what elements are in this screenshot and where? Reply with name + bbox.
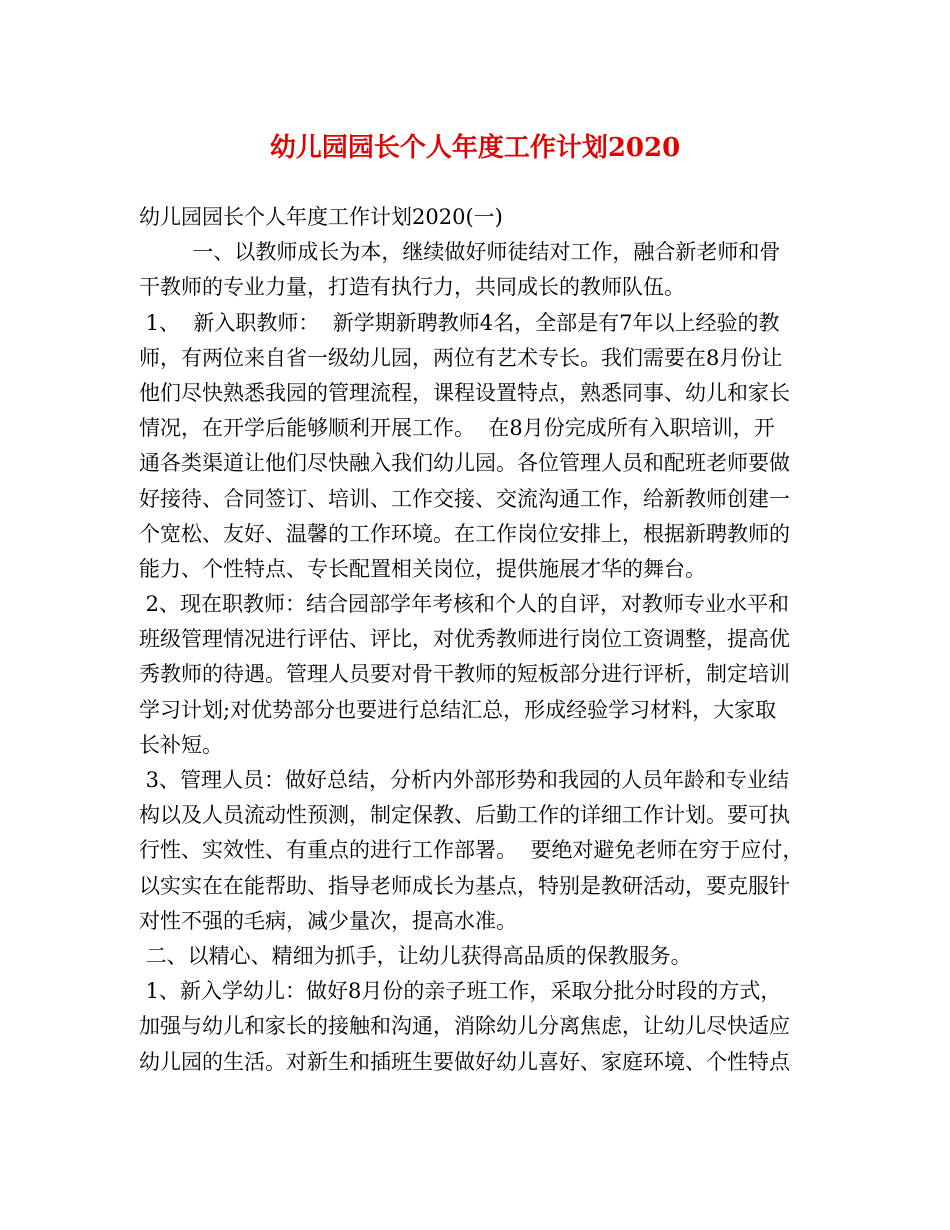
paragraph-line: 能力、个性特点、专长配置相关岗位，提供施展才华的舞台。 xyxy=(139,556,706,581)
paragraph-line: 1、新入学幼儿：做好8月份的亲子班工作，采取分批分时段的方式， xyxy=(139,979,782,1004)
paragraph-line: 构以及人员流动性预测，制定保教、后勤工作的详细工作计划。要可执 xyxy=(139,803,790,828)
paragraph-line: 学习计划;对优势部分也要进行总结汇总，形成经验学习材料，大家取 xyxy=(139,697,777,722)
paragraph-line: 师，有两位来自省一级幼儿园，两位有艺术专长。我们需要在8月份让 xyxy=(139,345,783,370)
document-title: 幼儿园园长个人年度工作计划2020 xyxy=(269,133,681,163)
paragraph-line: 个宽松、友好、温馨的工作环境。在工作岗位安排上，根据新聘教师的 xyxy=(139,521,790,546)
paragraph-line: 以实实在在能帮助、指导老师成长为基点，特别是教研活动，要克服针 xyxy=(139,873,790,898)
paragraph-line: 2、现在职教师：结合园部学年考核和个人的自评，对教师专业水平和 xyxy=(139,592,790,617)
paragraph-line: 情况，在开学后能够顺利开展工作。 在8月份完成所有入职培训，开 xyxy=(139,416,775,441)
paragraph-line: 行性、实效性、有重点的进行工作部署。 要绝对避免老师在穷于应付， xyxy=(139,838,804,863)
paragraph-line: 3、管理人员：做好总结，分析内外部形势和我园的人员年龄和专业结 xyxy=(139,768,790,792)
paragraph-line: 班级管理情况进行评估、评比，对优秀教师进行岗位工资调整，提高优 xyxy=(139,627,790,652)
paragraph-line: 加强与幼儿和家长的接触和沟通，消除幼儿分离焦虑，让幼儿尽快适应 xyxy=(139,1014,790,1039)
paragraph-line: 好接待、合同签订、培训、工作交接、交流沟通工作，给新教师创建一 xyxy=(139,486,790,511)
document-body xyxy=(139,200,819,1080)
paragraph-line: 幼儿园的生活。对新生和插班生要做好幼儿喜好、家庭环境、个性特点 xyxy=(139,1049,790,1074)
paragraph-line: 一、以教师成长为本，继续做好师徒结对工作，融合新老师和骨 xyxy=(139,240,781,265)
paragraph-line: 他们尽快熟悉我园的管理流程，课程设置特点，熟悉同事、幼儿和家长 xyxy=(139,380,790,405)
paragraph-line: 1、 新入职教师： 新学期新聘教师4名，全部是有7年以上经验的教 xyxy=(139,310,780,335)
paragraph-line: 通各类渠道让他们尽快融入我们幼儿园。各位管理人员和配班老师要做 xyxy=(139,451,790,476)
paragraph-line: 长补短。 xyxy=(139,732,223,757)
paragraph-line: 对性不强的毛病，减少量次，提高水准。 xyxy=(139,908,517,933)
paragraph-line: 二、以精心、精细为抓手，让幼儿获得高品质的保教服务。 xyxy=(139,943,692,968)
paragraph-line: 干教师的专业力量，打造有执行力，共同成长的教师队伍。 xyxy=(139,275,685,300)
paragraph-line: 幼儿园园长个人年度工作计划2020(一) xyxy=(139,205,503,229)
paragraph-line: 秀教师的待遇。管理人员要对骨干教师的短板部分进行评析，制定培训 xyxy=(139,662,790,687)
